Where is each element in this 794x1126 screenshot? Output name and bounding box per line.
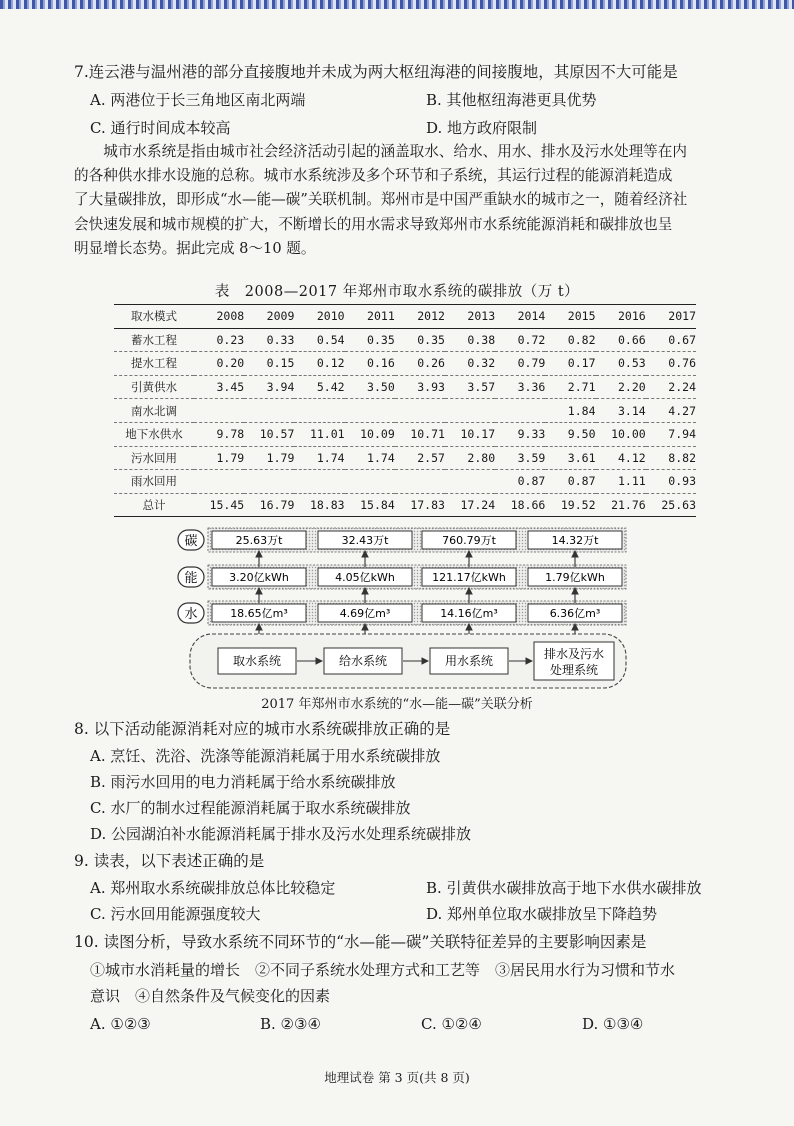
table-cell: 17.83 bbox=[410, 498, 445, 513]
label-carbon: 碳 bbox=[184, 534, 198, 549]
table-cell: 0.35 bbox=[417, 332, 445, 347]
q10-items-line1: ①城市水消耗量的增长 ②不同子系统水处理方式和工艺等 ③居民用水行为习惯和节水 bbox=[90, 961, 676, 979]
table-row bbox=[114, 446, 696, 470]
table-cell: 1.74 bbox=[367, 450, 395, 465]
table-cell: 16.79 bbox=[259, 498, 295, 513]
table-cell: 9.50 bbox=[567, 427, 596, 442]
table-cell: 0.79 bbox=[517, 356, 546, 371]
label-energy: 能 bbox=[184, 571, 198, 586]
header-cell: 2012 bbox=[417, 309, 445, 324]
q8-option-c: C. 水厂的制水过程能源消耗属于取水系统碳排放 bbox=[90, 799, 411, 817]
header-cell: 2011 bbox=[367, 309, 395, 324]
table-cell: 10.71 bbox=[410, 427, 445, 442]
water-value: 18.65亿m³ bbox=[230, 607, 288, 620]
table-cell: 0.32 bbox=[467, 356, 496, 371]
table-cell: 0.33 bbox=[266, 332, 295, 347]
table-cell: 7.94 bbox=[668, 427, 696, 442]
table-cell: 15.84 bbox=[360, 498, 395, 513]
table-cell: 0.87 bbox=[517, 474, 546, 489]
table-cell: 0.38 bbox=[467, 332, 496, 347]
q8-stem: 8. 以下活动能源消耗对应的城市水系统碳排放正确的是 bbox=[74, 720, 451, 738]
q10-option-d: D. ①③④ bbox=[582, 1015, 644, 1033]
row-label-cell: 雨水回用 bbox=[131, 474, 177, 489]
row-label-energy bbox=[178, 567, 204, 587]
row-label-cell: 引黄供水 bbox=[131, 380, 177, 395]
carbon-value: 32.43万t bbox=[341, 534, 389, 547]
table-cell bbox=[445, 399, 495, 423]
table-cell: 10.09 bbox=[360, 427, 395, 442]
carbon-value: 14.32万t bbox=[551, 534, 599, 547]
row-label-cell: 提水工程 bbox=[131, 356, 177, 371]
table-cell bbox=[345, 470, 395, 494]
table-cell: 0.23 bbox=[216, 332, 245, 347]
table-cell: 21.76 bbox=[611, 498, 646, 513]
table-cell: 10.00 bbox=[611, 427, 646, 442]
q9-option-b: B. 引黄供水碳排放高于地下水供水碳排放 bbox=[426, 879, 702, 897]
passage-line: 了大量碳排放，即形成“水—能—碳”关联机制。郑州市是中国严重缺水的城市之一，随着经济社 bbox=[74, 191, 688, 209]
table-cell: 5.42 bbox=[316, 380, 345, 395]
table-cell bbox=[294, 470, 344, 494]
q9-option-c: C. 污水回用能源强度较大 bbox=[90, 905, 261, 923]
table-cell: 2.20 bbox=[617, 380, 646, 395]
header-cell: 2010 bbox=[316, 309, 345, 324]
q9-option-d: D. 郑州单位取水碳排放呈下降趋势 bbox=[426, 905, 658, 923]
q7-option-b: B. 其他枢纽海港更具优势 bbox=[426, 91, 597, 109]
q10-stem: 10. 读图分析，导致水系统不同环节的“水—能—碳”关联特征差异的主要影响因素是 bbox=[74, 933, 647, 951]
table-row bbox=[114, 399, 696, 423]
table-cell: 18.66 bbox=[510, 498, 546, 513]
table-cell: 10.17 bbox=[460, 427, 496, 442]
table-cell bbox=[294, 399, 344, 423]
table-cell: 0.35 bbox=[367, 332, 395, 347]
header-cell: 2013 bbox=[467, 309, 496, 324]
table-cell: 1.74 bbox=[316, 450, 345, 465]
q8-option-b: B. 雨污水回用的电力消耗属于给水系统碳排放 bbox=[90, 773, 396, 791]
table-cell: 3.36 bbox=[517, 380, 546, 395]
table-cell: 0.93 bbox=[668, 474, 696, 489]
water-value: 6.36亿m³ bbox=[549, 607, 601, 620]
water-energy-carbon-diagram bbox=[176, 524, 628, 692]
q7-option-c: C. 通行时间成本较高 bbox=[90, 119, 231, 137]
q10-option-c: C. ①②④ bbox=[421, 1015, 482, 1033]
table-cell: 10.57 bbox=[259, 427, 295, 442]
table-cell: 19.52 bbox=[560, 498, 596, 513]
system-use: 用水系统 bbox=[444, 654, 494, 668]
table-cell: 0.17 bbox=[567, 356, 596, 371]
table-cell bbox=[244, 470, 294, 494]
table-cell: 0.12 bbox=[316, 356, 345, 371]
energy-value: 1.79亿kWh bbox=[545, 571, 605, 584]
table-cell: 0.20 bbox=[216, 356, 245, 371]
table-cell: 2.80 bbox=[467, 450, 496, 465]
table-cell bbox=[194, 399, 244, 423]
q7-option-d: D. 地方政府限制 bbox=[426, 119, 538, 137]
table-cell bbox=[345, 399, 395, 423]
q7-stem: 7.连云港与温州港的部分直接腹地并未成为两大枢纽海港的间接腹地，其原因不大可能是 bbox=[74, 63, 678, 81]
table-body bbox=[114, 328, 696, 517]
passage-line: 城市水系统是指由城市社会经济活动引起的涵盖取水、给水、用水、排水及污水处理等在内 bbox=[103, 143, 687, 160]
table-cell: 4.27 bbox=[668, 403, 696, 418]
table-row bbox=[114, 352, 696, 376]
header-cell: 2009 bbox=[266, 309, 295, 324]
header-cell: 取水模式 bbox=[131, 309, 177, 324]
header-cell: 2015 bbox=[567, 309, 596, 324]
table-cell: 0.87 bbox=[567, 474, 596, 489]
q10-option-b: B. ②③④ bbox=[260, 1015, 321, 1033]
passage-line: 会快速发展和城市规模的扩大，不断增长的用水需求导致郑州市水系统能源消耗和碳排放也呈 bbox=[74, 215, 673, 233]
reading-passage bbox=[74, 140, 734, 261]
table-row bbox=[114, 328, 696, 352]
table-cell: 3.61 bbox=[567, 450, 596, 465]
table-title: 表 2008—2017 年郑州市取水系统的碳排放（万 t） bbox=[214, 284, 580, 300]
energy-value: 3.20亿kWh bbox=[229, 571, 289, 584]
row-label-carbon bbox=[178, 530, 204, 550]
q8-option-d: D. 公园湖泊补水能源消耗属于排水及污水处理系统碳排放 bbox=[90, 825, 472, 843]
table-cell: 0.76 bbox=[668, 356, 696, 371]
row-label-cell: 蓄水工程 bbox=[131, 332, 177, 347]
row-label-cell: 南水北调 bbox=[131, 403, 177, 418]
table-cell: 0.54 bbox=[316, 332, 345, 347]
q10-option-a: A. ①②③ bbox=[90, 1015, 151, 1033]
q9-stem: 9. 读表，以下表述正确的是 bbox=[74, 852, 265, 870]
table-cell: 1.11 bbox=[617, 474, 646, 489]
row-label-water bbox=[178, 603, 204, 623]
table-cell: 11.01 bbox=[309, 427, 345, 442]
table-cell: 17.24 bbox=[460, 498, 496, 513]
table-cell: 0.72 bbox=[517, 332, 546, 347]
system-drainage-line1: 排水及污水 bbox=[543, 647, 605, 661]
table-cell: 3.45 bbox=[216, 380, 245, 395]
row-label-cell: 总计 bbox=[142, 498, 166, 513]
system-drainage-line2: 处理系统 bbox=[549, 663, 599, 677]
passage-line: 的各种供水排水设施的总称。城市水系统涉及多个环节和子系统，其运行过程的能源消耗造成 bbox=[74, 167, 673, 185]
system-intake: 取水系统 bbox=[232, 654, 282, 668]
page-footer: 地理试卷 第 3 页(共 8 页) bbox=[324, 1070, 470, 1085]
header-cell: 2016 bbox=[617, 309, 646, 324]
table-cell: 9.33 bbox=[517, 427, 546, 442]
table-cell: 8.82 bbox=[668, 450, 696, 465]
table-cell: 0.15 bbox=[266, 356, 295, 371]
table-row bbox=[114, 375, 696, 399]
table-cell: 9.78 bbox=[216, 427, 245, 442]
table-cell: 4.12 bbox=[617, 450, 646, 465]
label-water: 水 bbox=[184, 607, 198, 622]
header-cell: 2014 bbox=[517, 309, 546, 324]
table-cell: 2.57 bbox=[417, 450, 445, 465]
row-label-cell: 地下水供水 bbox=[125, 427, 183, 442]
system-supply: 给水系统 bbox=[338, 654, 388, 668]
passage-line: 明显增长态势。据此完成 8～10 题。 bbox=[74, 239, 316, 257]
table-cell: 0.16 bbox=[367, 356, 395, 371]
header-cell: 2017 bbox=[668, 309, 696, 324]
table-cell: 18.83 bbox=[309, 498, 345, 513]
diagram-svg bbox=[176, 524, 628, 692]
table-cell: 2.24 bbox=[668, 380, 696, 395]
table-cell: 3.50 bbox=[367, 380, 395, 395]
q9-option-a: A. 郑州取水系统碳排放总体比较稳定 bbox=[90, 879, 336, 897]
table-cell bbox=[244, 399, 294, 423]
water-value: 14.16亿m³ bbox=[440, 607, 498, 620]
q7-option-a: A. 两港位于长三角地区南北两端 bbox=[90, 91, 306, 109]
table-cell: 25.63 bbox=[661, 498, 696, 513]
table-cell: 2.71 bbox=[567, 380, 596, 395]
header-cell: 2008 bbox=[216, 309, 245, 324]
table-cell bbox=[395, 399, 445, 423]
table-cell bbox=[194, 470, 244, 494]
q8-option-a: A. 烹饪、洗浴、洗涤等能源消耗属于用水系统碳排放 bbox=[90, 747, 441, 765]
table-row bbox=[114, 422, 696, 446]
table-header-row bbox=[114, 305, 696, 329]
table-cell bbox=[395, 470, 445, 494]
energy-value: 121.17亿kWh bbox=[432, 571, 506, 584]
carbon-value: 760.79万t bbox=[442, 534, 496, 547]
table-cell: 0.67 bbox=[668, 332, 696, 347]
table-row bbox=[114, 493, 696, 517]
table-cell bbox=[445, 470, 495, 494]
table-cell: 3.94 bbox=[266, 380, 295, 395]
table-cell: 0.26 bbox=[417, 356, 445, 371]
carbon-value: 25.63万t bbox=[235, 534, 283, 547]
table-cell: 0.66 bbox=[617, 332, 646, 347]
diagram-caption: 2017 年郑州市水系统的“水—能—碳”关联分析 bbox=[261, 697, 533, 712]
carbon-emission-table bbox=[114, 304, 696, 517]
table-cell bbox=[495, 399, 545, 423]
table-cell: 3.14 bbox=[617, 403, 646, 418]
table-cell: 1.79 bbox=[216, 450, 245, 465]
water-value: 4.69亿m³ bbox=[339, 607, 391, 620]
table-cell: 3.59 bbox=[517, 450, 546, 465]
energy-value: 4.05亿kWh bbox=[335, 571, 395, 584]
table-cell: 0.53 bbox=[617, 356, 646, 371]
table-cell: 3.57 bbox=[467, 380, 496, 395]
table-cell: 1.79 bbox=[266, 450, 295, 465]
q10-items-line2: 意识 ④自然条件及气候变化的因素 bbox=[90, 987, 331, 1005]
table-cell: 0.82 bbox=[567, 332, 596, 347]
row-label-cell: 污水回用 bbox=[131, 450, 177, 465]
table-cell: 1.84 bbox=[567, 403, 596, 418]
table-row bbox=[114, 470, 696, 494]
table-cell: 15.45 bbox=[209, 498, 245, 513]
table-cell: 3.93 bbox=[417, 380, 445, 395]
